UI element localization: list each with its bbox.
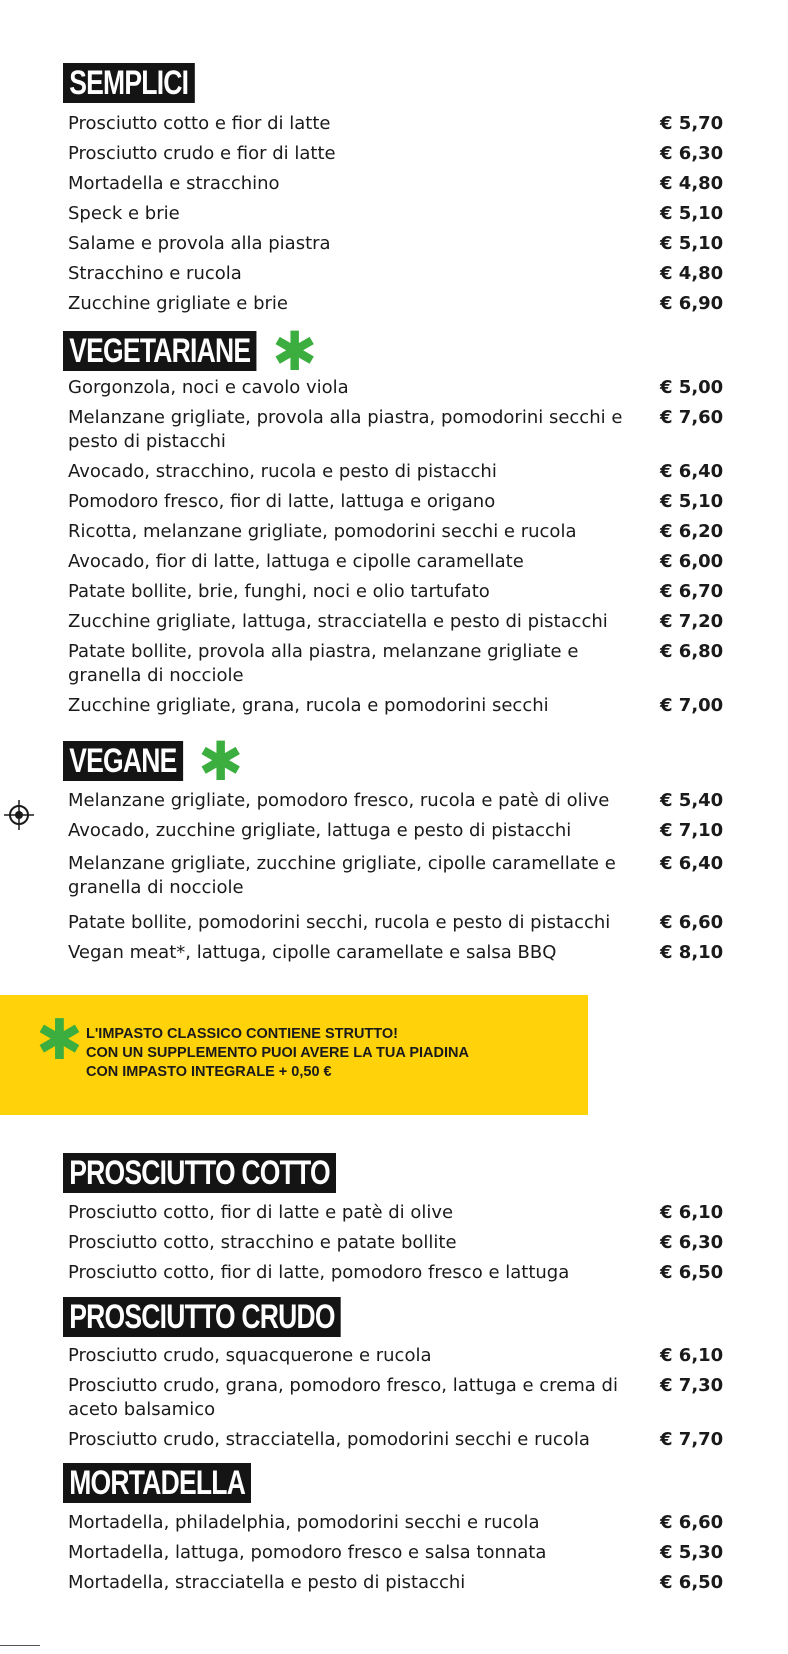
crosshair-icon	[4, 800, 34, 830]
section-title-prosciutto-cotto: PROSCIUTTO COTTO	[63, 1153, 336, 1193]
section-title-mortadella: MORTADELLA	[63, 1463, 251, 1503]
menu-item: Ricotta, melanzane grigliate, pomodorini secchi e rucola € 6,20	[68, 521, 724, 542]
vegan-asterisk-icon: ✱	[198, 730, 244, 793]
menu-item: Patate bollite, pomodorini secchi, rucola e pesto di pistacchi € 6,60	[68, 912, 724, 933]
bottom-rule	[0, 1645, 40, 1646]
menu-item: Melanzane grigliate, pomodoro fresco, rucola e patè di olive € 5,40	[68, 790, 724, 811]
menu-item: Avocado, fior di latte, lattuga e cipolle caramellate € 6,00	[68, 551, 724, 572]
menu-item: Prosciutto cotto, fior di latte e patè di olive € 6,10	[68, 1202, 724, 1223]
menu-item: Vegan meat*, lattuga, cipolle caramellate e salsa BBQ € 8,10	[68, 942, 724, 963]
menu-item: Zucchine grigliate, lattuga, stracciatella e pesto di pistacchi € 7,20	[68, 611, 724, 632]
note-line: CON UN SUPPLEMENTO PUOI AVERE LA TUA PIADINA	[86, 1045, 469, 1061]
menu-item: Avocado, zucchine grigliate, lattuga e pesto di pistacchi € 7,10	[68, 820, 724, 841]
menu-item: Avocado, stracchino, rucola e pesto di pistacchi € 6,40	[68, 461, 724, 482]
menu-item: Salame e provola alla piastra € 5,10	[68, 233, 724, 254]
vegetarian-asterisk-icon: ✱	[272, 320, 318, 383]
menu-item: Patate bollite, provola alla piastra, melanzane grigliate e granella di nocciole € 6,80	[68, 641, 724, 686]
menu-item: Stracchino e rucola € 4,80	[68, 263, 724, 284]
menu-item: Gorgonzola, noci e cavolo viola € 5,00	[68, 377, 724, 398]
menu-item: Prosciutto crudo e fior di latte € 6,30	[68, 143, 724, 164]
section-title-vegane: VEGANE	[63, 741, 183, 781]
menu-item: Prosciutto crudo, squacquerone e rucola € 6,10	[68, 1345, 724, 1366]
menu-item: Melanzane grigliate, zucchine grigliate, cipolle caramellate e granella di nocciole € 6,40	[68, 853, 724, 898]
note-line: CON IMPASTO INTEGRALE + 0,50 €	[86, 1064, 332, 1080]
note-asterisk-icon: ✱	[36, 1008, 83, 1073]
menu-item: Mortadella, lattuga, pomodoro fresco e salsa tonnata € 5,30	[68, 1542, 724, 1563]
menu-item: Prosciutto cotto e fior di latte € 5,70	[68, 113, 724, 134]
menu-item: Zucchine grigliate e brie € 6,90	[68, 293, 724, 314]
menu-item: Zucchine grigliate, grana, rucola e pomodorini secchi € 7,00	[68, 695, 724, 716]
section-title-prosciutto-crudo: PROSCIUTTO CRUDO	[63, 1297, 341, 1337]
menu-item: Prosciutto cotto, stracchino e patate bollite € 6,30	[68, 1232, 724, 1253]
menu-item: Pomodoro fresco, fior di latte, lattuga e origano € 5,10	[68, 491, 724, 512]
menu-item: Mortadella e stracchino € 4,80	[68, 173, 724, 194]
menu-item: Speck e brie € 5,10	[68, 203, 724, 224]
menu-item: Mortadella, stracciatella e pesto di pistacchi € 6,50	[68, 1572, 724, 1593]
section-title-vegetariane: VEGETARIANE	[63, 331, 257, 371]
menu-item: Patate bollite, brie, funghi, noci e olio tartufato € 6,70	[68, 581, 724, 602]
menu-item: Melanzane grigliate, provola alla piastra, pomodorini secchi e pesto di pistacchi € 7,60	[68, 407, 724, 452]
menu-item: Prosciutto crudo, grana, pomodoro fresco, lattuga e crema di aceto balsamico € 7,30	[68, 1375, 724, 1420]
note-line: L'IMPASTO CLASSICO CONTIENE STRUTTO!	[86, 1026, 398, 1042]
menu-item: Prosciutto crudo, stracciatella, pomodorini secchi e rucola € 7,70	[68, 1429, 724, 1450]
section-title-semplici: SEMPLICI	[63, 63, 194, 103]
menu-item: Mortadella, philadelphia, pomodorini secchi e rucola € 6,60	[68, 1512, 724, 1533]
menu-item: Prosciutto cotto, fior di latte, pomodoro fresco e lattuga € 6,50	[68, 1262, 724, 1283]
